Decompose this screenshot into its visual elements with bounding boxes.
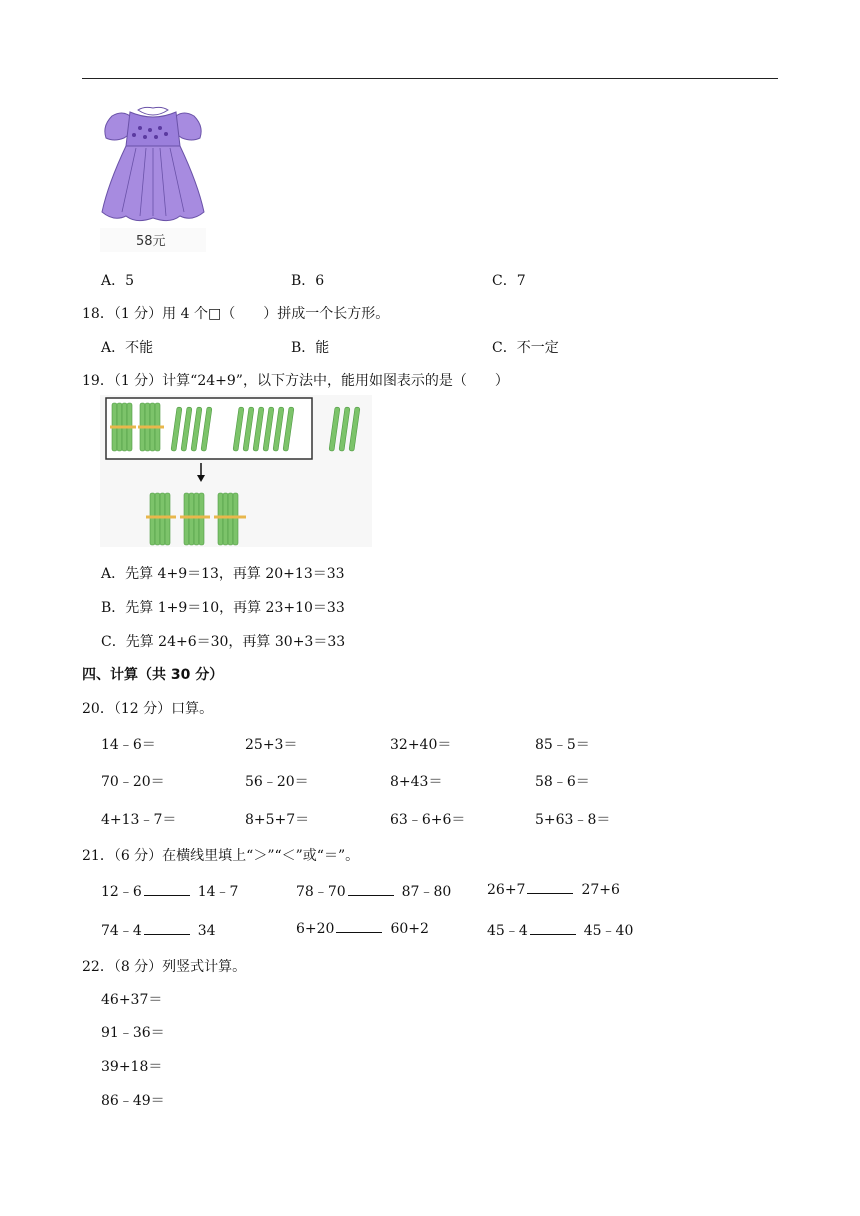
q22-item: 91﹣36＝ — [101, 1025, 165, 1041]
q18-stem: 18．（1 分）用 4 个□（ ）拼成一个长方形。 — [82, 306, 390, 322]
q20-stem: 20．（12 分）口算。 — [82, 701, 214, 717]
q20-r1-c1: 14﹣6＝ — [101, 737, 156, 753]
q20-r1-c2: 25+3＝ — [245, 737, 298, 753]
section-heading: 四、计算（共 30 分） — [82, 667, 224, 683]
q21-r2-item1 — [101, 920, 216, 940]
answer-blank[interactable] — [336, 920, 382, 933]
comparison-right: 27+6 — [581, 882, 620, 898]
q17-option-a: A．5 — [101, 273, 135, 289]
comparison-left: 78﹣70 — [296, 884, 346, 900]
q20-r3-c3: 63﹣6+6＝ — [390, 812, 466, 828]
q20-r2-c4: 58﹣6＝ — [535, 774, 590, 790]
q19-stem: 19．（1 分）计算“24+9”，以下方法中，能用如图表示的是（ ） — [82, 373, 509, 389]
q20-r1-c3: 32+40＝ — [390, 737, 452, 753]
q21-stem: 21．（6 分）在横线里填上“＞”“＜”或“＝”。 — [82, 848, 360, 864]
q21-r2-item2 — [296, 920, 429, 937]
answer-blank[interactable] — [530, 922, 576, 935]
q22-stem: 22．（8 分）列竖式计算。 — [82, 959, 247, 975]
comparison-right: 87﹣80 — [401, 884, 452, 900]
sticks-diagram — [100, 395, 372, 547]
answer-blank[interactable] — [144, 883, 190, 896]
q22-item: 86﹣49＝ — [101, 1093, 165, 1109]
q20-r3-c4: 5+63﹣8＝ — [535, 812, 611, 828]
answer-blank[interactable] — [144, 922, 190, 935]
comparison-left: 74﹣4 — [101, 923, 142, 939]
q20-r2-c3: 8+43＝ — [390, 774, 443, 790]
comparison-left: 12﹣6 — [101, 884, 142, 900]
answer-blank[interactable] — [348, 883, 394, 896]
q17-option-b: B．6 — [291, 273, 325, 289]
comparison-right: 14﹣7 — [197, 884, 239, 900]
q21-r1-item3 — [487, 881, 620, 898]
q18-option-b: B．能 — [291, 340, 330, 356]
q17-option-c: C．7 — [492, 273, 526, 289]
q20-r3-c1: 4+13﹣7＝ — [101, 812, 177, 828]
q21-r1-item2 — [296, 881, 451, 901]
q18-option-a: A．不能 — [101, 340, 154, 356]
header-rule — [82, 78, 778, 79]
q18-option-c: C．不一定 — [492, 340, 559, 356]
q21-r2-item3 — [487, 920, 633, 940]
comparison-right: 34 — [197, 923, 216, 939]
q21-r1-item1 — [101, 881, 238, 901]
comparison-right: 45﹣40 — [583, 923, 634, 939]
q19-option-a: A．先算 4+9＝13，再算 20+13＝33 — [101, 566, 345, 582]
q20-r3-c2: 8+5+7＝ — [245, 812, 310, 828]
q19-option-b: B．先算 1+9＝10，再算 23+10＝33 — [101, 600, 345, 616]
q22-item: 46+37＝ — [101, 992, 163, 1008]
dress-image — [100, 104, 206, 252]
q22-item: 39+18＝ — [101, 1059, 163, 1075]
dress-price-label: 58元 — [136, 234, 166, 249]
comparison-left: 6+20 — [296, 921, 335, 937]
answer-blank[interactable] — [527, 881, 573, 894]
comparison-left: 26+7 — [487, 882, 526, 898]
comparison-left: 45﹣4 — [487, 923, 528, 939]
q20-r2-c1: 70﹣20＝ — [101, 774, 165, 790]
q20-r2-c2: 56﹣20＝ — [245, 774, 309, 790]
comparison-right: 60+2 — [390, 921, 429, 937]
q19-option-c: C．先算 24+6＝30，再算 30+3＝33 — [101, 634, 346, 650]
q20-r1-c4: 85﹣5＝ — [535, 737, 590, 753]
